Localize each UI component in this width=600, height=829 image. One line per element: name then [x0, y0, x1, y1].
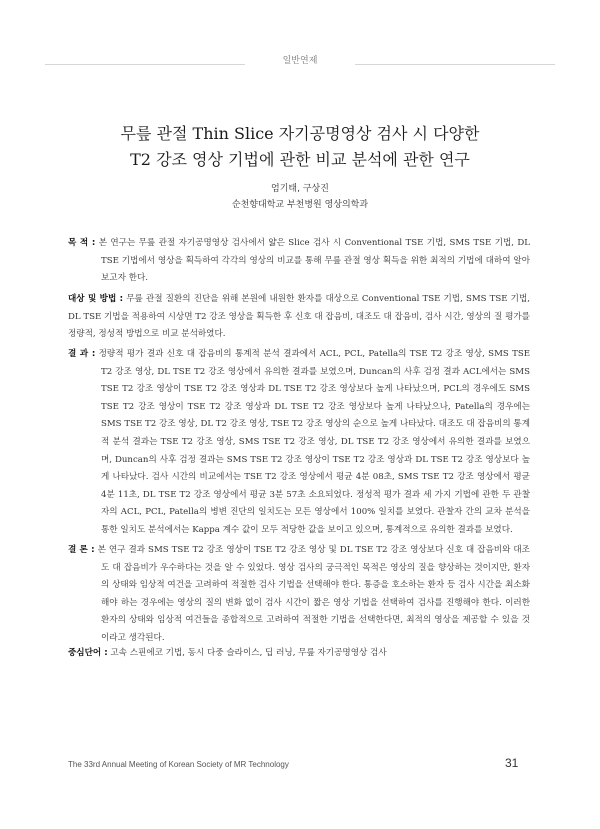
affiliation: 순천향대학교 부천병원 영상의학과: [231, 200, 369, 210]
methods-text: 무릎 관절 질환의 진단을 위해 본원에 내원한 환자를 대상으로 Conventional TSE 기법, SMS TSE 기법, DL TSE 기법을 적용하여 시상면 T2 강조 영상을 획득한 후 신호 대 잡음비, 대조도 대 잡음비, 검사 시간, 영상의 질 평가를 정량적, 정성적 방법으로 비교 분석하였다.: [68, 294, 531, 340]
results-label: 결 과 :: [68, 349, 96, 359]
authors: 엄기태, 구상진: [271, 184, 329, 194]
section-keywords: [68, 645, 530, 663]
section-purpose: [68, 235, 530, 288]
page-number: 31: [505, 756, 519, 770]
section-results: [68, 346, 530, 540]
paper-title: [40, 121, 560, 173]
keywords-text: 고속 스핀에코 기법, 동시 다중 슬라이스, 딥 러닝, 무릎 자기공명영상 검사: [110, 648, 387, 658]
header-category: 일반연제: [282, 56, 318, 66]
purpose-label: 목 적 :: [68, 238, 96, 248]
footer-conference: The 33rd Annual Meeting of Korean Society of MR Technology: [68, 760, 289, 769]
section-methods: [68, 291, 530, 344]
title-line-1: 무릎 관절 Thin Slice 자기공명영상 검사 시 다양한: [120, 124, 480, 143]
conclusion-label: 결 론 :: [68, 545, 95, 555]
results-text: 정량적 평가 결과 신호 대 잡음비의 통계적 분석 결과에서 ACL, PCL, Patella의 TSE T2 강조 영상, SMS TSE T2 강조 영상, DL TSE T2 강조 영상에서 유의한 결과를 보였으며, Duncan의 사후 검정 결과 ACL에서는 SMS TSE T2 강조 영상이 TSE T2 강조 영상과 DL TSE T2 강조 영상보다 높게 나타났으며, PCL의 경우에도 SMS TSE T2 강조 영상이 TSE T2 강조 영상과 DL TSE T2 강조 영상보다 높게 나타났으나, Patella의 경우에는 SMS TSE T2 강조 영상, DL T2 강조 영상, TSE T2 강조 영상의 순으로 높게 나타났다. 대조도 대 잡음비의 통계적 분석 결과는 TSE T2 강조 영상, SMS TSE T2 강조 영상, DL TSE T2 강조 영상에서 유의한 결과를 보였으며, Duncan의 사후 검정 결과는 SMS TSE T2 강조 영상이 TSE T2 강조 영상과 DL TSE T2 강조 영상보다 높게 나타났다. 검사 시간의 비교에서는 TSE T2 강조 영상에서 평균 4분 08초, SMS TSE T2 강조 영상에서 평균 4분 11초, DL TSE T2 강조 영상에서 평균 3분 57초 소요되었다. 정성적 평가 결과 세 가지 기법에 관한 두 관찰자의 ACL, PCL, Patella의 병변 진단의 일치도는 모든 영상에서 100% 일치를 보였다. 관찰자 간의 교차 분석을 통한 일치도 분석에서는 Kappa 계수 값이 모두 적당한 값을 보이고 있으며, 통계적으로 유의한 결과를 보였다.: [98, 349, 530, 535]
section-conclusion: [68, 542, 530, 648]
methods-label: 대상 및 방법 :: [68, 294, 124, 304]
conclusion-text: 본 연구 결과 SMS TSE T2 강조 영상이 TSE T2 강조 영상 및 DL TSE T2 강조 영상보다 신호 대 잡음비와 대조도 대 잡음비가 우수하다는 것을 알 수 있었다. 영상 검사의 궁극적인 목적은 영상의 질을 향상하는 것이지만, 환자의 상태와 임상적 여건을 고려하여 적절한 검사 기법을 선택해야 한다. 통증을 호소하는 환자 등 검사 시간을 최소화해야 하는 경우에는 영상의 질의 변화 없이 검사 시간이 짧은 영상 기법을 선택하여 검사를 진행해야 한다. 이러한 환자의 상태와 임상적 여건들을 종합적으로 고려하여 적절한 기법을 선택한다면, 최적의 영상을 제공할 수 있을 것이라고 생각된다.: [97, 545, 530, 643]
keywords-label: 중심단어 :: [68, 648, 108, 658]
purpose-text: 본 연구는 무릎 관절 자기공명영상 검사에서 얇은 Slice 검사 시 Conventional TSE 기법, SMS TSE 기법, DL TSE 기법에서 영상을 획득하여 각각의 영상의 비교를 통해 무릎 관절 영상 획득을 위한 최적의 기법에 대하여 알아보고자 한다.: [98, 238, 530, 284]
title-line-2: T2 강조 영상 기법에 관한 비교 분석에 관한 연구: [130, 150, 470, 169]
